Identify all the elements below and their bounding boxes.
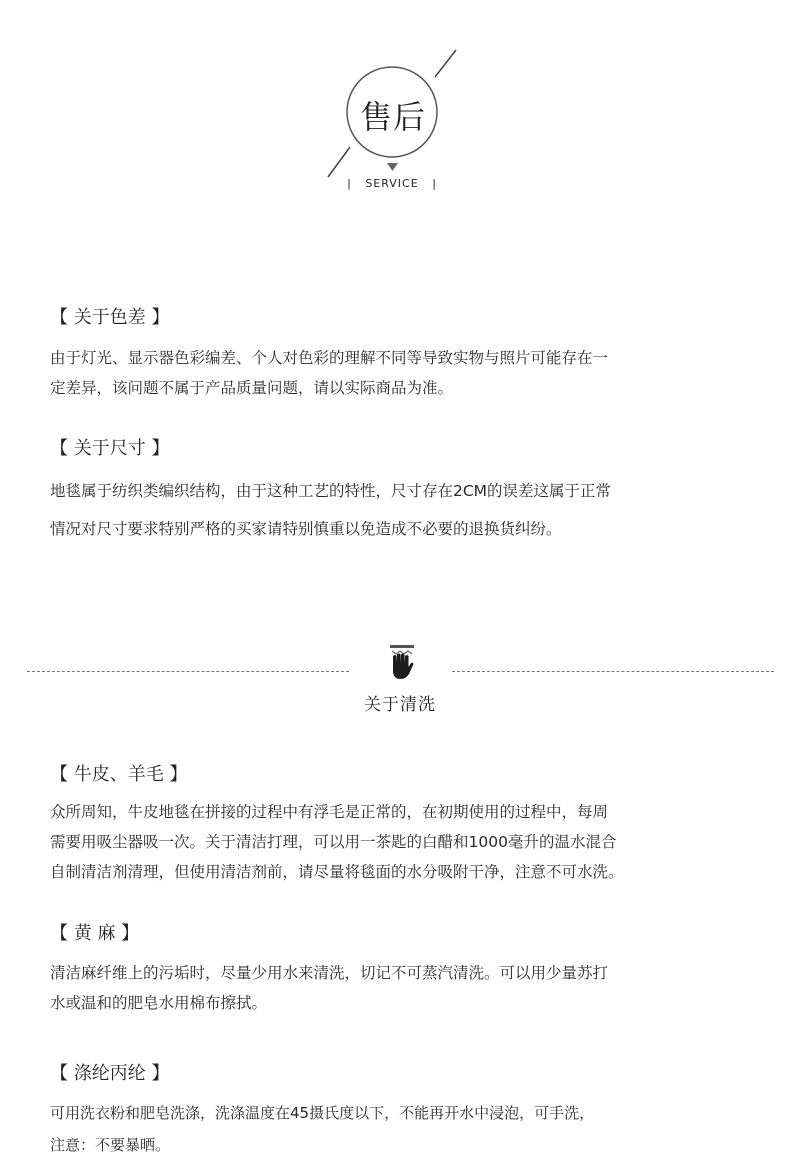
separator-left: | <box>347 177 352 190</box>
care-title: 关于清洗 <box>364 695 436 715</box>
care-body-polyester <box>50 1097 770 1161</box>
section-body-color <box>50 343 770 403</box>
divider-right <box>452 671 774 672</box>
text-line: 需要用吸尘器吸一次。关于清洁打理，可以用一茶匙的白醋和1000毫升的温水混合 <box>50 833 617 851</box>
text-line: 水或温和的肥皂水用棉布擦拭。 <box>50 994 268 1012</box>
care-body-jute <box>50 958 770 1018</box>
care-heading-polyester: 【 涤纶丙纶 】 <box>50 1063 170 1084</box>
text-line: 由于灯光、显示器色彩编差、个人对色彩的理解不同等导致实物与照片可能存在一 <box>50 349 609 367</box>
text-line: 自制清洁剂清理，但使用清洁剂前，请尽量将毯面的水分吸附干净，注意不可水洗。 <box>50 863 624 881</box>
care-body-cowhide <box>50 797 770 887</box>
service-text: SERVICE <box>365 177 419 190</box>
section-heading-color: 【 关于色差 】 <box>50 307 170 328</box>
hand-wash-icon <box>384 644 418 686</box>
emblem-line-top <box>435 50 456 77</box>
text-line: 定差异，该问题不属于产品质量问题，请以实际商品为准。 <box>50 379 454 397</box>
page-title: 售后 <box>359 98 426 136</box>
after-sales-header <box>0 0 800 210</box>
text-line: 注意：不要暴晒。 <box>50 1136 171 1154</box>
text-line: 地毯属于纺织类编织结构，由于这种工艺的特性，尺寸存在2CM的误差这属于正常 <box>50 482 612 500</box>
divider-left <box>27 671 349 672</box>
care-heading-jute: 【 黄 麻 】 <box>50 923 140 944</box>
text-line: 清洁麻纤维上的污垢时，尽量少用水来清洗，切记不可蒸汽清洗。可以用少量苏打 <box>50 964 609 982</box>
emblem-line-bottom <box>328 147 350 177</box>
service-subtitle <box>340 177 444 190</box>
text-line: 情况对尺寸要求特别严格的买家请特别慎重以免造成不必要的退换货纠纷。 <box>50 520 562 538</box>
section-body-size <box>50 472 770 548</box>
text-line: 众所周知，牛皮地毯在拼接的过程中有浮毛是正常的，在初期使用的过程中，每周 <box>50 803 609 821</box>
separator-right: | <box>432 177 437 190</box>
text-line: 可用洗衣粉和肥皂洗涤，洗涤温度在45摄氏度以下，不能再开水中浸泡，可手洗， <box>50 1104 595 1122</box>
section-heading-size: 【 关于尺寸 】 <box>50 438 170 459</box>
care-heading-cowhide: 【 牛皮、羊毛 】 <box>50 764 188 785</box>
down-triangle-icon <box>387 163 398 171</box>
